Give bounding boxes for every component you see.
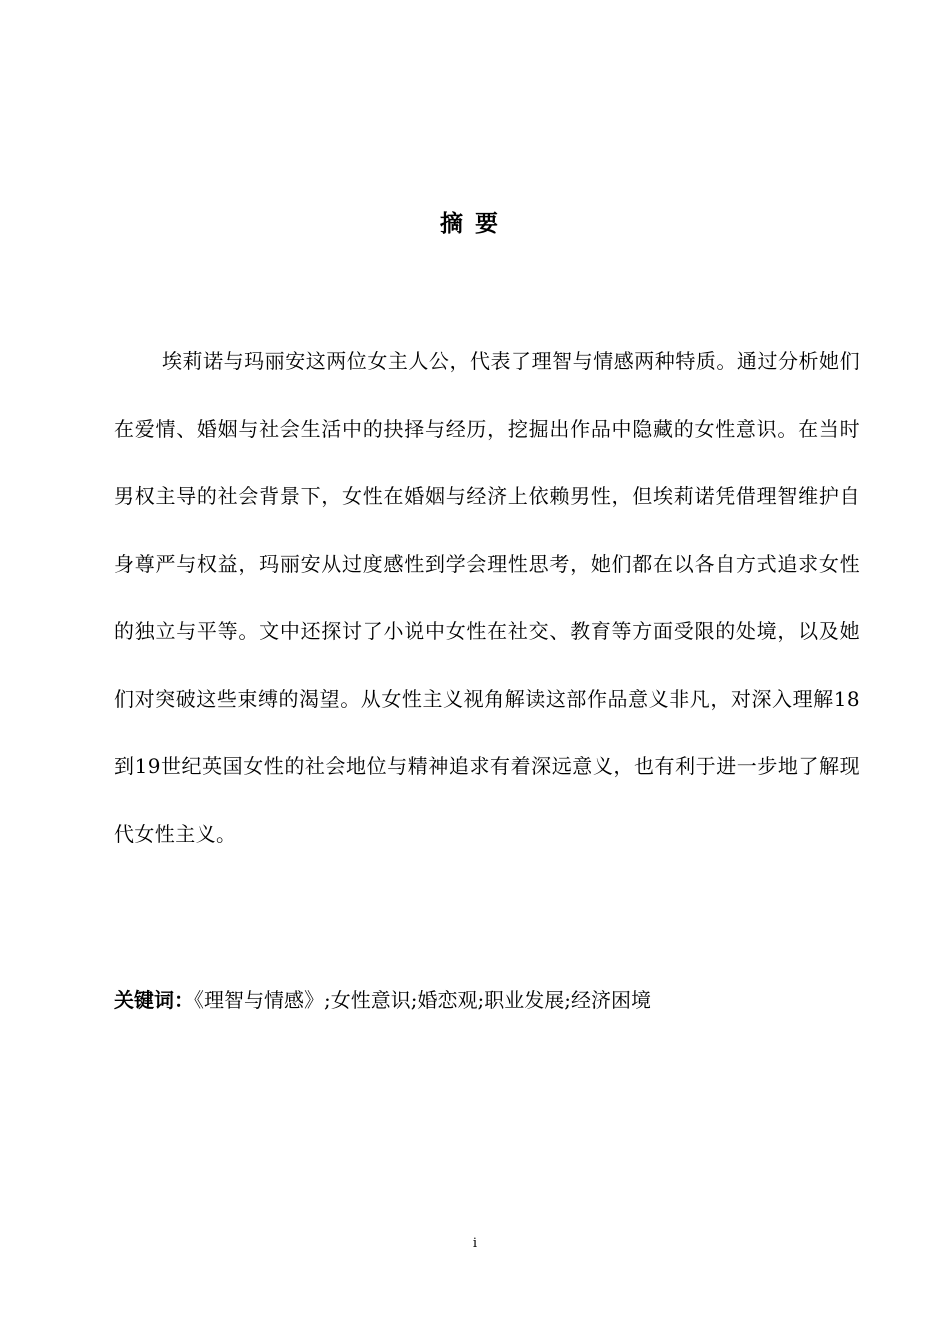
keywords-line	[114, 984, 860, 1016]
keywords-label: 关键词：	[114, 988, 194, 1012]
page-number: i	[472, 1236, 478, 1251]
abstract-paragraph: 埃莉诺与玛丽安这两位女主人公，代表了理智与情感两种特质。通过分析她们在爱情、婚姻与社会生活中的抉择与经历，挖掘出作品中隐藏的女性意识。在当时男权主导的社会背景下，女性在婚姻与经济上依赖男性，但埃莉诺凭借理智维护自身尊严与权益，玛丽安从过度感性到学会理性思考，她们都在以各自方式追求女性的独立与平等。文中还探讨了小说中女性在社交、教育等方面受限的处境，以及她们对突破这些束缚的渴望。从女性主义视角解读这部作品意义非凡，对深入理解18到19世纪英国女性的社会地位与精神追求有着深远意义，也有利于进一步地了解现代女性主义。	[114, 349, 860, 846]
keywords-text: 《理智与情感》;女性意识;婚恋观;职业发展;经济困境	[194, 988, 651, 1012]
page-title: 摘要	[440, 211, 510, 237]
